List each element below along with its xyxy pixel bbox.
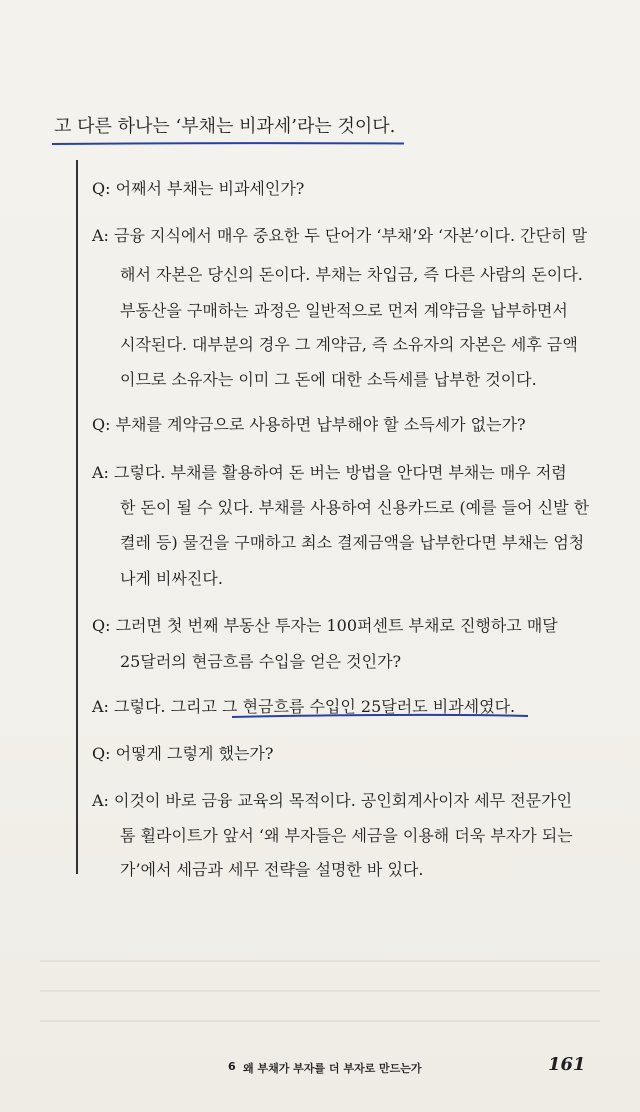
answer-line: 해서 자본은 당신의 돈이다. 부채는 차입금, 즉 다른 사람의 돈이다. bbox=[120, 265, 583, 284]
answer-line: 켤레 등) 물건을 구매하고 최소 결제금액을 납부한다면 부채는 엄청 bbox=[120, 533, 585, 552]
chapter-title: 왜 부채가 부자를 더 부자로 만드는가 bbox=[243, 1062, 422, 1075]
answer-line: A: 그렇다. 부채를 활용하여 돈 버는 방법을 안다면 부채는 매우 저렴 bbox=[92, 463, 567, 482]
answer-line: 시작된다. 대부분의 경우 그 계약금, 즉 소유자의 자본은 세후 금액 bbox=[120, 335, 578, 354]
question-line: Q: 그러면 첫 번째 부동산 투자는 100퍼센트 부채로 진행하고 매달 bbox=[92, 616, 558, 635]
bleed-through-line bbox=[40, 990, 600, 992]
page-number: 161 bbox=[548, 1054, 586, 1075]
answer-line: A: 이것이 바로 금융 교육의 목적이다. 공인회계사이자 세무 전문가인 bbox=[92, 791, 573, 810]
answer-line: 이므로 소유자는 이미 그 돈에 대한 소득세를 납부한 것이다. bbox=[120, 370, 537, 389]
qa-left-rule bbox=[76, 160, 78, 874]
answer-line: 부동산을 구매하는 과정은 일반적으로 먼저 계약금을 납부하면서 bbox=[120, 301, 568, 320]
question-line: Q: 어째서 부채는 비과세인가? bbox=[92, 179, 305, 198]
answer-line: A: 그렇다. 그리고 그 현금흐름 수입인 25달러도 비과세였다. bbox=[92, 697, 516, 716]
section-heading: 고 다른 하나는 ‘부채는 비과세’라는 것이다. bbox=[54, 116, 396, 137]
answer-line: 가’에서 세금과 세무 전략을 설명한 바 있다. bbox=[120, 860, 424, 879]
answer-line: A: 금융 지식에서 매우 중요한 두 단어가 ‘부채’와 ‘자본’이다. 간단히 말 bbox=[92, 226, 588, 245]
highlight-pen-underline bbox=[232, 711, 528, 719]
heading-pen-underline bbox=[52, 142, 404, 145]
answer-line: 톰 휠라이트가 앞서 ‘왜 부자들은 세금을 이용해 더욱 부자가 되는 bbox=[120, 826, 573, 845]
bleed-through-line bbox=[40, 960, 600, 962]
question-line: Q: 어떻게 그렇게 했는가? bbox=[92, 744, 274, 763]
question-line: 25달러의 현금흐름 수입을 얻은 것인가? bbox=[120, 652, 402, 671]
answer-line: 나게 비싸진다. bbox=[120, 569, 223, 588]
bleed-through-line bbox=[40, 1020, 600, 1022]
question-line: Q: 부채를 계약금으로 사용하면 납부해야 할 소득세가 없는가? bbox=[92, 415, 526, 434]
answer-line: 한 돈이 될 수 있다. 부채를 사용하여 신용카드로 (예를 들어 신발 한 bbox=[120, 498, 590, 517]
chapter-number: 6 bbox=[228, 1060, 236, 1073]
